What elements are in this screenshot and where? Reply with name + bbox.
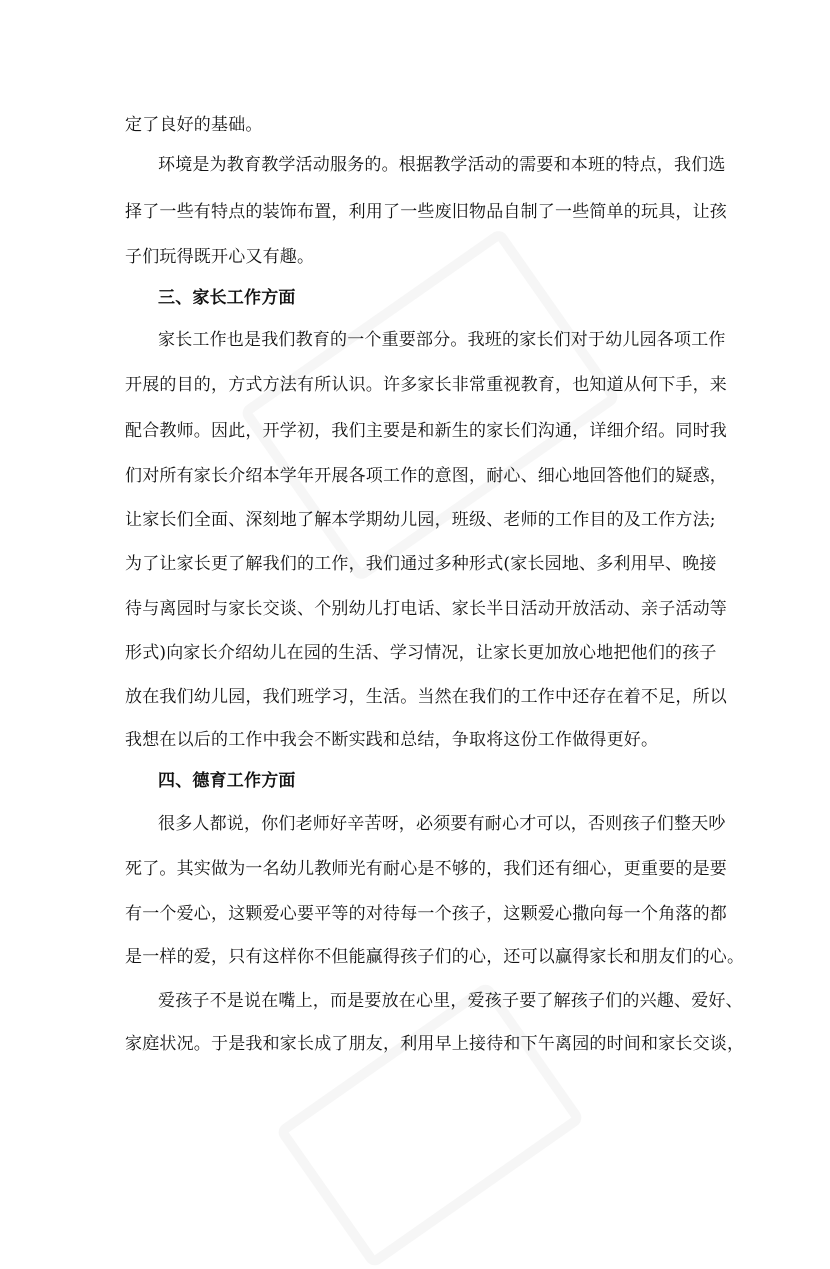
- text-line: 我想在以后的工作中我会不断实践和总结，争取将这份工作做得更好。: [125, 730, 659, 750]
- text-line: 待与离园时与家长交谈、个别幼儿打电话、家长半日活动开放活动、亲子活动等: [125, 599, 727, 619]
- text-line: 死了。其实做为一名幼儿教师光有耐心是不够的，我们还有细心，更重要的是要: [125, 859, 727, 879]
- text-line: 放在我们幼儿园，我们班学习，生活。当然在我们的工作中还存在着不足，所以: [125, 687, 727, 707]
- watermark-mark: [275, 981, 585, 1269]
- section-heading: 四、德育工作方面: [158, 771, 296, 791]
- text-line: 配合教师。因此，开学初，我们主要是和新生的家长们沟通，详细介绍。同时我: [125, 421, 727, 441]
- text-line: 们对所有家长介绍本学年开展各项工作的意图，耐心、细心地回答他们的疑惑，: [125, 466, 727, 486]
- text-line: 让家长们全面、深刻地了解本学期幼儿园，班级、老师的工作目的及工作方法;: [125, 510, 716, 530]
- text-line: 定了良好的基础。: [125, 115, 263, 135]
- text-line: 为了让家长更了解我们的工作，我们通过多种形式(家长园地、多利用早、晚接: [125, 554, 717, 574]
- section-heading: 三、家长工作方面: [158, 288, 296, 308]
- text-line: 形式)向家长介绍幼儿在园的生活、学习情况，让家长更加放心地把他们的孩子: [125, 643, 717, 663]
- paragraph-line: 家长工作也是我们教育的一个重要部分。我班的家长们对于幼儿园各项工作: [158, 330, 726, 350]
- text-line: 择了一些有特点的装饰布置，利用了一些废旧物品自制了一些简单的玩具，让孩: [125, 202, 727, 222]
- text-line: 开展的目的，方式方法有所认识。许多家长非常重视教育，也知道从何下手，来: [125, 375, 727, 395]
- paragraph-line: 爱孩子不是说在嘴上，而是要放在心里，爱孩子要了解孩子们的兴趣、爱好、: [158, 991, 743, 1011]
- text-line: 子们玩得既开心又有趣。: [125, 247, 315, 267]
- paragraph-line: 很多人都说，你们老师好辛苦呀，必须要有耐心才可以，否则孩子们整天吵: [158, 814, 726, 834]
- paragraph-line: 环境是为教育教学活动服务的。根据教学活动的需要和本班的特点，我们选: [158, 155, 726, 175]
- text-line: 是一样的爱，只有这样你不但能赢得孩子们的心，还可以赢得家长和朋友们的心。: [125, 947, 745, 967]
- text-line: 有一个爱心，这颗爱心要平等的对待每一个孩子，这颗爱心撒向每一个角落的都: [125, 904, 727, 924]
- text-line: 家庭状况。于是我和家长成了朋友，利用早上接待和下午离园的时间和家长交谈，: [125, 1034, 745, 1054]
